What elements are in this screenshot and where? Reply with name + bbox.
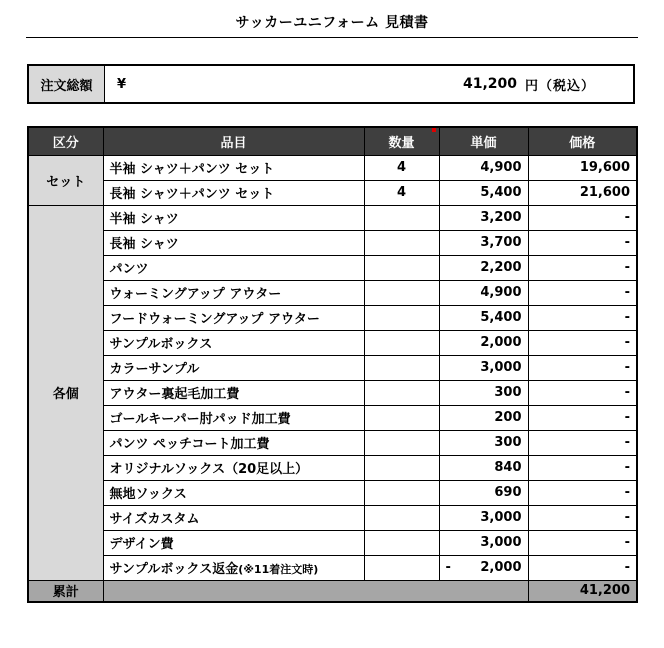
comment-indicator-icon — [432, 128, 436, 132]
table-row-refund — [28, 555, 637, 580]
line-price: - — [528, 355, 637, 380]
item-name: パンツ — [103, 255, 364, 280]
unit-price: 5,400 — [439, 180, 528, 205]
quantity-cell[interactable]: 4 — [364, 155, 439, 180]
table-row — [28, 355, 637, 380]
grand-total-value: 41,200 — [528, 580, 637, 602]
item-name: アウター裏起毛加工費 — [103, 380, 364, 405]
quantity-cell[interactable]: 4 — [364, 180, 439, 205]
table-row — [28, 305, 637, 330]
unit-price: 300 — [439, 430, 528, 455]
item-name — [103, 555, 364, 580]
table-row — [28, 280, 637, 305]
item-name: デザイン費 — [103, 530, 364, 555]
table-row — [28, 180, 637, 205]
line-price: 19,600 — [528, 155, 637, 180]
table-row — [28, 505, 637, 530]
quantity-cell[interactable] — [364, 530, 439, 555]
line-price: - — [528, 205, 637, 230]
table-row — [28, 530, 637, 555]
title-underline — [26, 37, 638, 38]
page-title: サッカーユニフォーム 見積書 — [235, 15, 429, 31]
unit-price: 3,000 — [439, 355, 528, 380]
quantity-cell[interactable] — [364, 555, 439, 580]
unit-price: 3,000 — [439, 505, 528, 530]
unit-price: 3,000 — [439, 530, 528, 555]
unit-price: 4,900 — [439, 280, 528, 305]
table-row — [28, 405, 637, 430]
grand-total-row — [28, 580, 637, 602]
item-name: パンツ ペッチコート加工費 — [103, 430, 364, 455]
refund-item-label: サンプルボックス返金 — [109, 562, 239, 577]
unit-price — [439, 555, 528, 580]
line-price: - — [528, 405, 637, 430]
line-price: - — [528, 280, 637, 305]
quantity-cell[interactable] — [364, 355, 439, 380]
line-price: - — [528, 430, 637, 455]
item-name: ゴールキーパー肘パッド加工費 — [103, 405, 364, 430]
unit-price: 2,200 — [439, 255, 528, 280]
header-unit-price: 単価 — [439, 127, 528, 155]
item-name: ウォーミングアップ アウター — [103, 280, 364, 305]
refund-note: (※11着注文時) — [238, 563, 319, 576]
line-price: - — [528, 230, 637, 255]
table-row — [28, 230, 637, 255]
estimate-table — [27, 126, 638, 603]
unit-price: 840 — [439, 455, 528, 480]
amount: 2,000 — [480, 560, 522, 575]
grand-total-label: 累計 — [28, 580, 103, 602]
minus-sign: - — [445, 560, 451, 575]
item-name: 長袖 シャツ＋パンツ セット — [103, 180, 364, 205]
line-price: - — [528, 505, 637, 530]
unit-price: 5,400 — [439, 305, 528, 330]
item-name: 無地ソックス — [103, 480, 364, 505]
table-row — [28, 480, 637, 505]
line-price: 21,600 — [528, 180, 637, 205]
order-total-unit: 円（税込） — [525, 78, 596, 94]
item-name: 半袖 シャツ＋パンツ セット — [103, 155, 364, 180]
table-row — [28, 380, 637, 405]
item-name: フードウォーミングアップ アウター — [103, 305, 364, 330]
item-name: 長袖 シャツ — [103, 230, 364, 255]
table-row — [28, 155, 637, 180]
header-item: 品目 — [103, 127, 364, 155]
unit-price: 4,900 — [439, 155, 528, 180]
order-total-label: 注文総額 — [29, 66, 105, 102]
quantity-cell[interactable] — [364, 380, 439, 405]
line-price: - — [528, 305, 637, 330]
currency-symbol: ¥ — [117, 76, 127, 92]
table-row — [28, 430, 637, 455]
quantity-cell[interactable] — [364, 305, 439, 330]
table-header-row — [28, 127, 637, 155]
line-price: - — [528, 480, 637, 505]
unit-price: 200 — [439, 405, 528, 430]
negative-amount — [446, 560, 522, 575]
quantity-cell[interactable] — [364, 405, 439, 430]
table-row — [28, 330, 637, 355]
header-category: 区分 — [28, 127, 103, 155]
item-name: カラーサンプル — [103, 355, 364, 380]
quantity-cell[interactable] — [364, 255, 439, 280]
unit-price: 690 — [439, 480, 528, 505]
category-each: 各個 — [28, 205, 103, 580]
order-total-amount: 41,200 — [462, 76, 517, 92]
unit-price: 2,000 — [439, 330, 528, 355]
line-price: - — [528, 555, 637, 580]
category-set: セット — [28, 155, 103, 205]
item-name: サイズカスタム — [103, 505, 364, 530]
quantity-cell[interactable] — [364, 430, 439, 455]
quantity-cell[interactable] — [364, 505, 439, 530]
item-name: サンプルボックス — [103, 330, 364, 355]
line-price: - — [528, 380, 637, 405]
order-total-box — [27, 64, 635, 104]
item-name: 半袖 シャツ — [103, 205, 364, 230]
table-row — [28, 205, 637, 230]
table-row — [28, 255, 637, 280]
line-price: - — [528, 255, 637, 280]
table-row — [28, 455, 637, 480]
line-price: - — [528, 530, 637, 555]
quantity-cell[interactable] — [364, 455, 439, 480]
quantity-cell[interactable] — [364, 280, 439, 305]
unit-price: 3,200 — [439, 205, 528, 230]
unit-price: 3,700 — [439, 230, 528, 255]
line-price: - — [528, 330, 637, 355]
quantity-cell[interactable] — [364, 330, 439, 355]
quantity-cell[interactable] — [364, 480, 439, 505]
header-qty: 数量 — [364, 127, 439, 155]
header-price: 価格 — [528, 127, 637, 155]
grand-total-filler — [103, 580, 528, 602]
quantity-cell[interactable] — [364, 230, 439, 255]
item-name: オリジナルソックス（20足以上） — [103, 455, 364, 480]
line-price: - — [528, 455, 637, 480]
quantity-cell[interactable] — [364, 205, 439, 230]
unit-price: 300 — [439, 380, 528, 405]
